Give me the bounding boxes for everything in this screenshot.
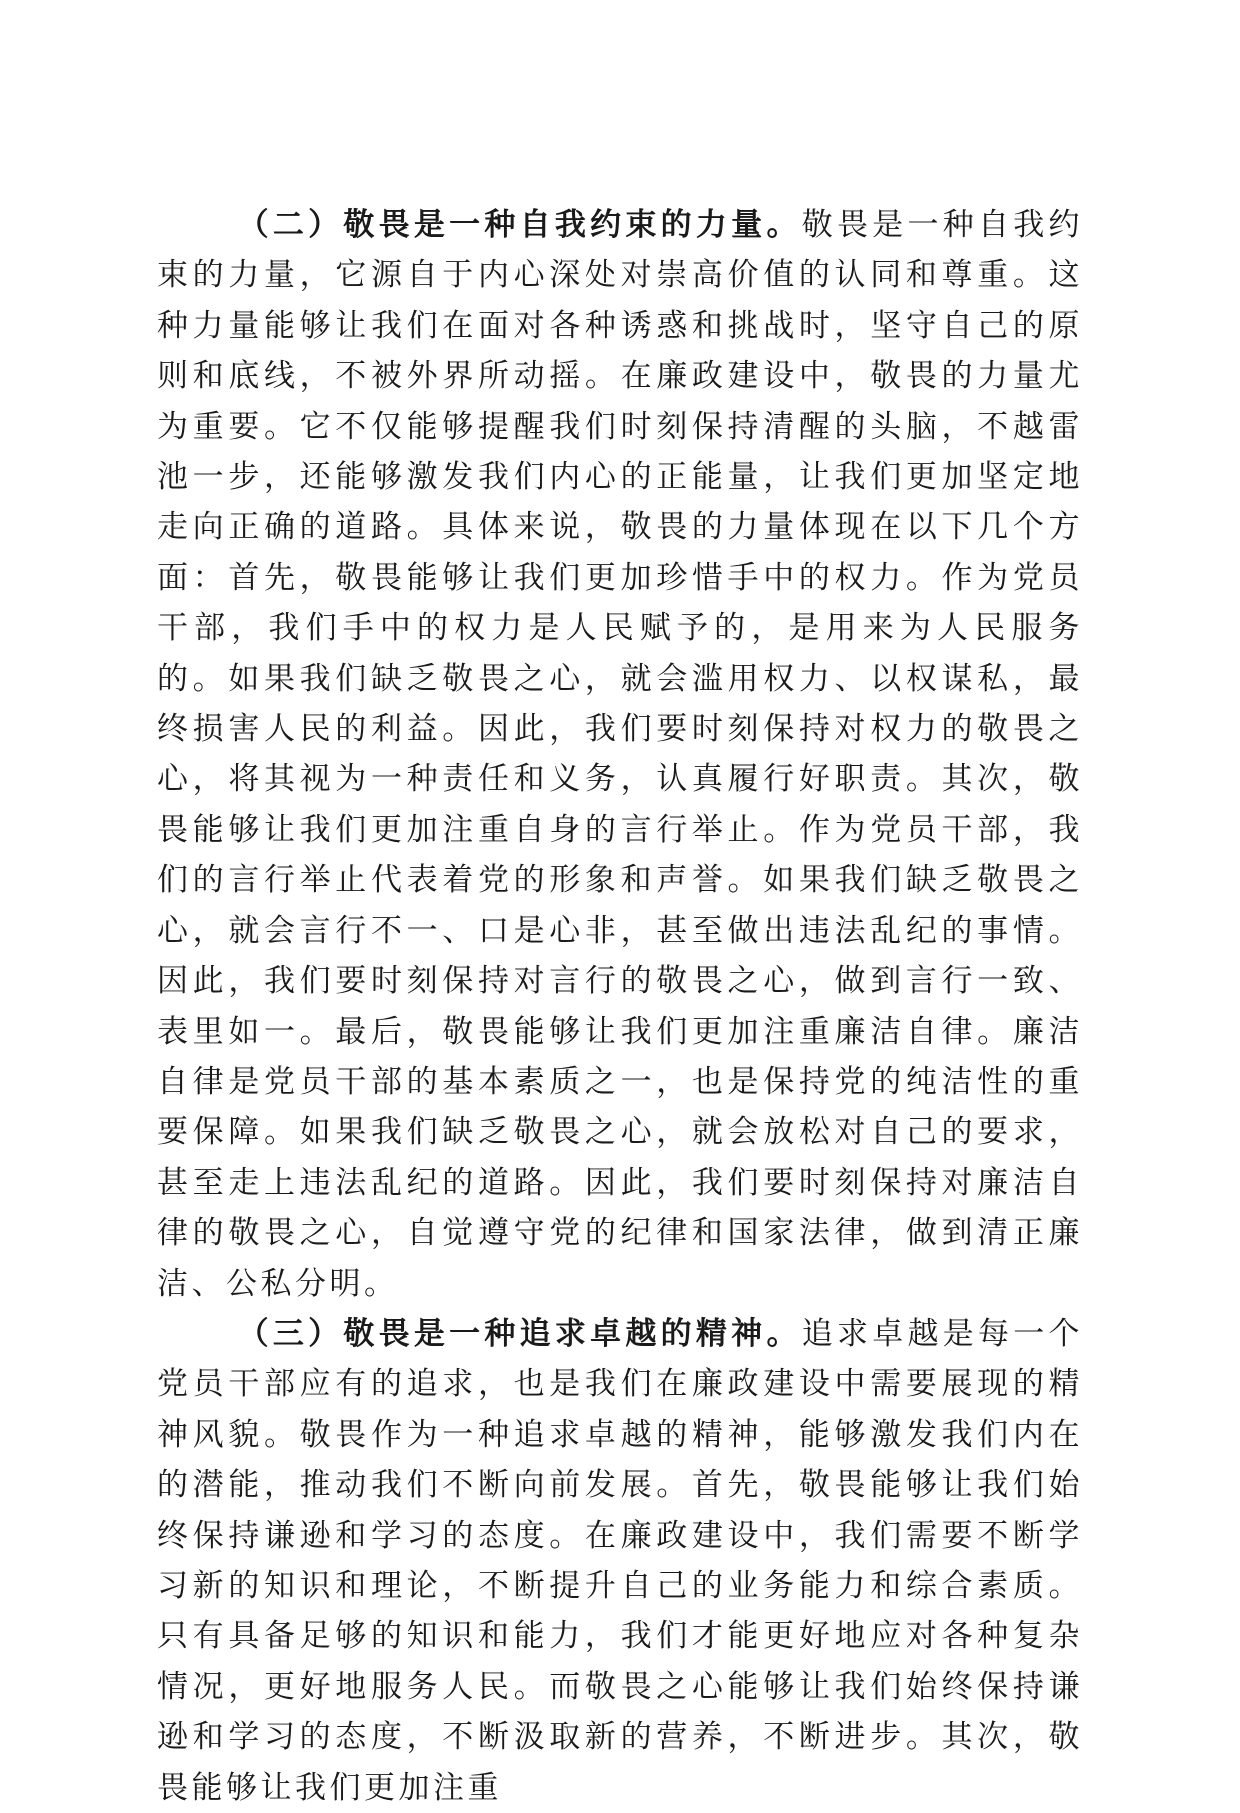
paragraph-section-3 [157,1309,1083,1813]
document-body [157,200,1083,1813]
section-3-body: 追求卓越是每一个党员干部应有的追求，也是我们在廉政建设中需要展现的精神风貌。敬畏作为一种追求卓越的精神，能够激发我们内在的潜能，推动我们不断向前发展。首先，敬畏能够让我们始终保持谦逊和学习的态度。在廉政建设中，我们需要不断学习新的知识和理论，不断提升自己的业务能力和综合素质。只有具备足够的知识和能力，我们才能更好地应对各种复杂情况，更好地服务人民。而敬畏之心能够让我们始终保持谦逊和学习的态度，不断汲取新的营养，不断进步。其次，敬畏能够让我们更加注重 [157,1315,1083,1806]
section-2-heading: （二）敬畏是一种自我约束的力量。 [237,207,802,243]
section-2-body: 敬畏是一种自我约束的力量，它源自于内心深处对崇高价值的认同和尊重。这种力量能够让我们在面对各种诱惑和挑战时，坚守自己的原则和底线，不被外界所动摇。在廉政建设中，敬畏的力量尤为重要。它不仅能够提醒我们时刻保持清醒的头脑，不越雷池一步，还能够激发我们内心的正能量，让我们更加坚定地走向正确的道路。具体来说，敬畏的力量体现在以下几个方面：首先，敬畏能够让我们更加珍惜手中的权力。作为党员干部，我们手中的权力是人民赋予的，是用来为人民服务的。如果我们缺乏敬畏之心，就会滥用权力、以权谋私，最终损害人民的利益。因此，我们要时刻保持对权力的敬畏之心，将其视为一种责任和义务，认真履行好职责。其次，敬畏能够让我们更加注重自身的言行举止。作为党员干部，我们的言行举止代表着党的形象和声誉。如果我们缺乏敬畏之心，就会言行不一、口是心非，甚至做出违法乱纪的事情。因此，我们要时刻保持对言行的敬畏之心，做到言行一致、表里如一。最后，敬畏能够让我们更加注重廉洁自律。廉洁自律是党员干部的基本素质之一，也是保持党的纯洁性的重要保障。如果我们缺乏敬畏之心，就会放松对自己的要求，甚至走上违法乱纪的道路。因此，我们要时刻保持对廉洁自律的敬畏之心，自觉遵守党的纪律和国家法律，做到清正廉洁、公私分明。 [157,207,1083,1302]
paragraph-section-2 [157,200,1083,1309]
section-3-heading: （三）敬畏是一种追求卓越的精神。 [237,1315,802,1352]
